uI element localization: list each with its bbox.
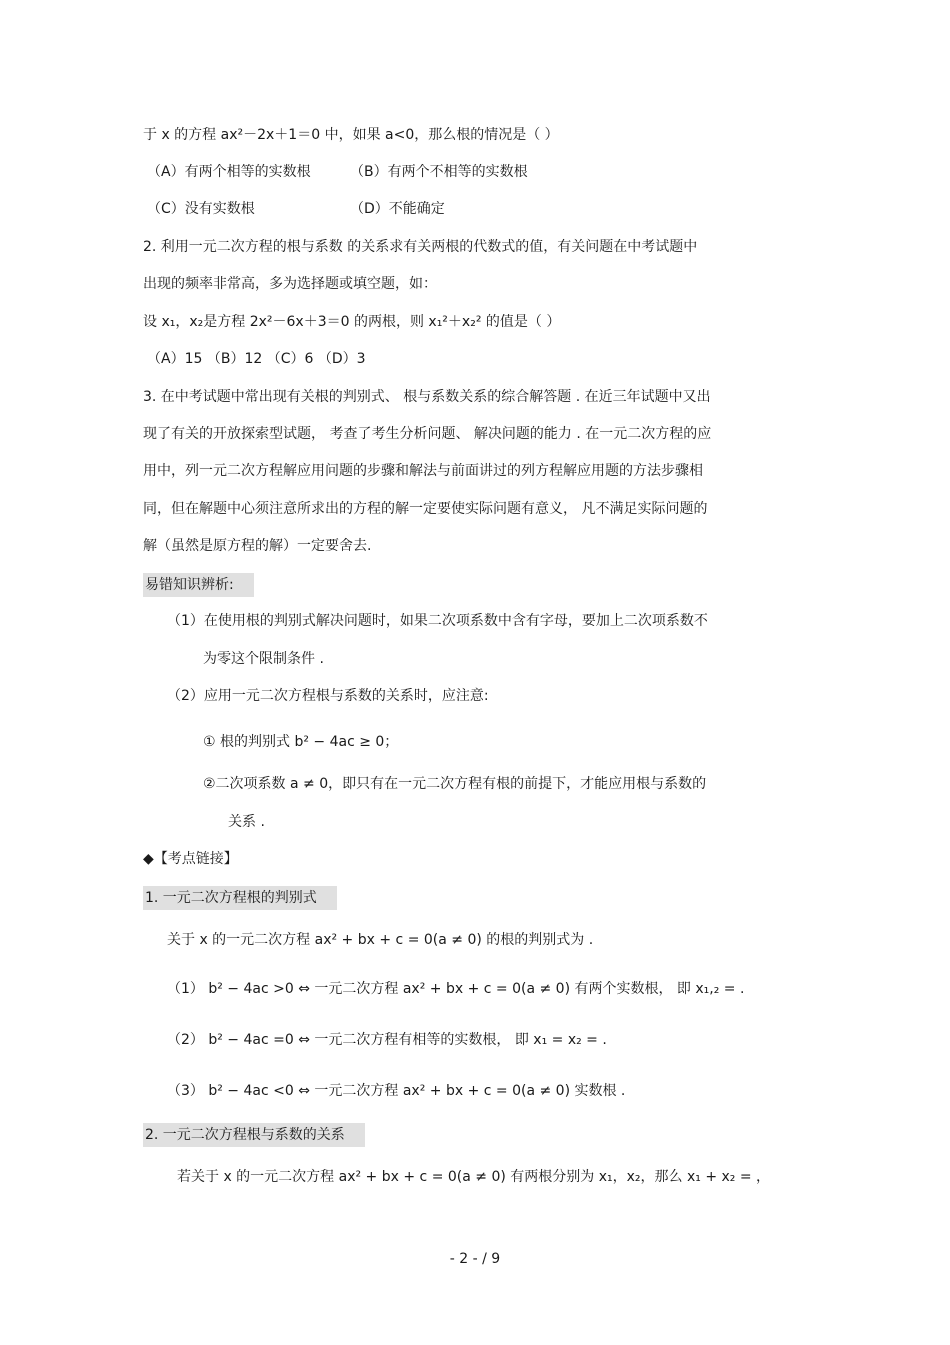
- options-line: （A）15 （B）12 （C）6 （D）3: [147, 351, 366, 367]
- option-b: （B）有两个不相等的实数根: [350, 164, 528, 180]
- text-line: 关系 .: [228, 814, 265, 830]
- formula-line: ②二次项系数 a ≠ 0，即只有在一元二次方程有根的前提下，才能应用根与系数的: [203, 776, 707, 792]
- option-d: （D）不能确定: [350, 201, 445, 217]
- subsection-heading: 1. 一元二次方程根的判别式: [143, 886, 337, 910]
- formula-line: ① 根的判别式 b² − 4ac ≥ 0；: [203, 734, 399, 750]
- formula-line: （3） b² − 4ac <0 ⇔ 一元二次方程 ax² + bx + c = 0(a ≠ 0) 实数根 .: [167, 1083, 626, 1099]
- subsection-heading: 2. 一元二次方程根与系数的关系: [143, 1123, 365, 1147]
- section-heading: ◆【考点链接】: [143, 851, 238, 867]
- text-line: 解（虽然是原方程的解）一定要舍去.: [143, 538, 372, 554]
- page-number: - 2 - / 9: [449, 1251, 501, 1267]
- formula-line: 若关于 x 的一元二次方程 ax² + bx + c = 0(a ≠ 0) 有两根分别为 x₁，x₂，那么 x₁ + x₂ = ，: [177, 1169, 771, 1185]
- text-line: 出现的频率非常高，多为选择题或填空题，如：: [143, 276, 437, 292]
- text-line: 为零这个限制条件 .: [203, 651, 324, 667]
- text-line: （2）应用一元二次方程根与系数的关系时，应注意:: [167, 688, 489, 704]
- text-line: 3. 在中考试题中常出现有关根的判别式、 根与系数关系的综合解答题 . 在近三年试题中又出: [143, 389, 711, 405]
- text-line: 于 x 的方程 ax²－2x＋1＝0 中，如果 a<0，那么根的情况是（ ）: [143, 127, 559, 143]
- text-line: 同，但在解题中心须注意所求出的方程的解一定要使实际问题有意义， 凡不满足实际问题的: [143, 501, 708, 517]
- text-line: 设 x₁，x₂是方程 2x²－6x＋3＝0 的两根，则 x₁²＋x₂² 的值是（ ）: [143, 314, 561, 330]
- option-a: （A）有两个相等的实数根: [147, 164, 311, 180]
- formula-line: （1） b² − 4ac >0 ⇔ 一元二次方程 ax² + bx + c = 0(a ≠ 0) 有两个实数根， 即 x₁,₂ = .: [167, 981, 745, 997]
- section-heading: 易错知识辨析:: [143, 573, 254, 597]
- text-line: 现了有关的开放探索型试题， 考查了考生分析问题、 解决问题的能力 . 在一元二次方程的应: [143, 426, 712, 442]
- formula-line: （2） b² − 4ac =0 ⇔ 一元二次方程有相等的实数根， 即 x₁ = x₂ = .: [167, 1032, 607, 1048]
- option-c: （C）没有实数根: [147, 201, 255, 217]
- formula-line: 关于 x 的一元二次方程 ax² + bx + c = 0(a ≠ 0) 的根的判别式为 .: [167, 932, 594, 948]
- text-line: 2. 利用一元二次方程的根与系数 的关系求有关两根的代数式的值，有关问题在中考试题中: [143, 239, 698, 255]
- text-line: （1）在使用根的判别式解决问题时，如果二次项系数中含有字母，要加上二次项系数不: [167, 613, 708, 629]
- text-line: 用中，列一元二次方程解应用问题的步骤和解法与前面讲过的列方程解应用题的方法步骤相: [143, 463, 703, 479]
